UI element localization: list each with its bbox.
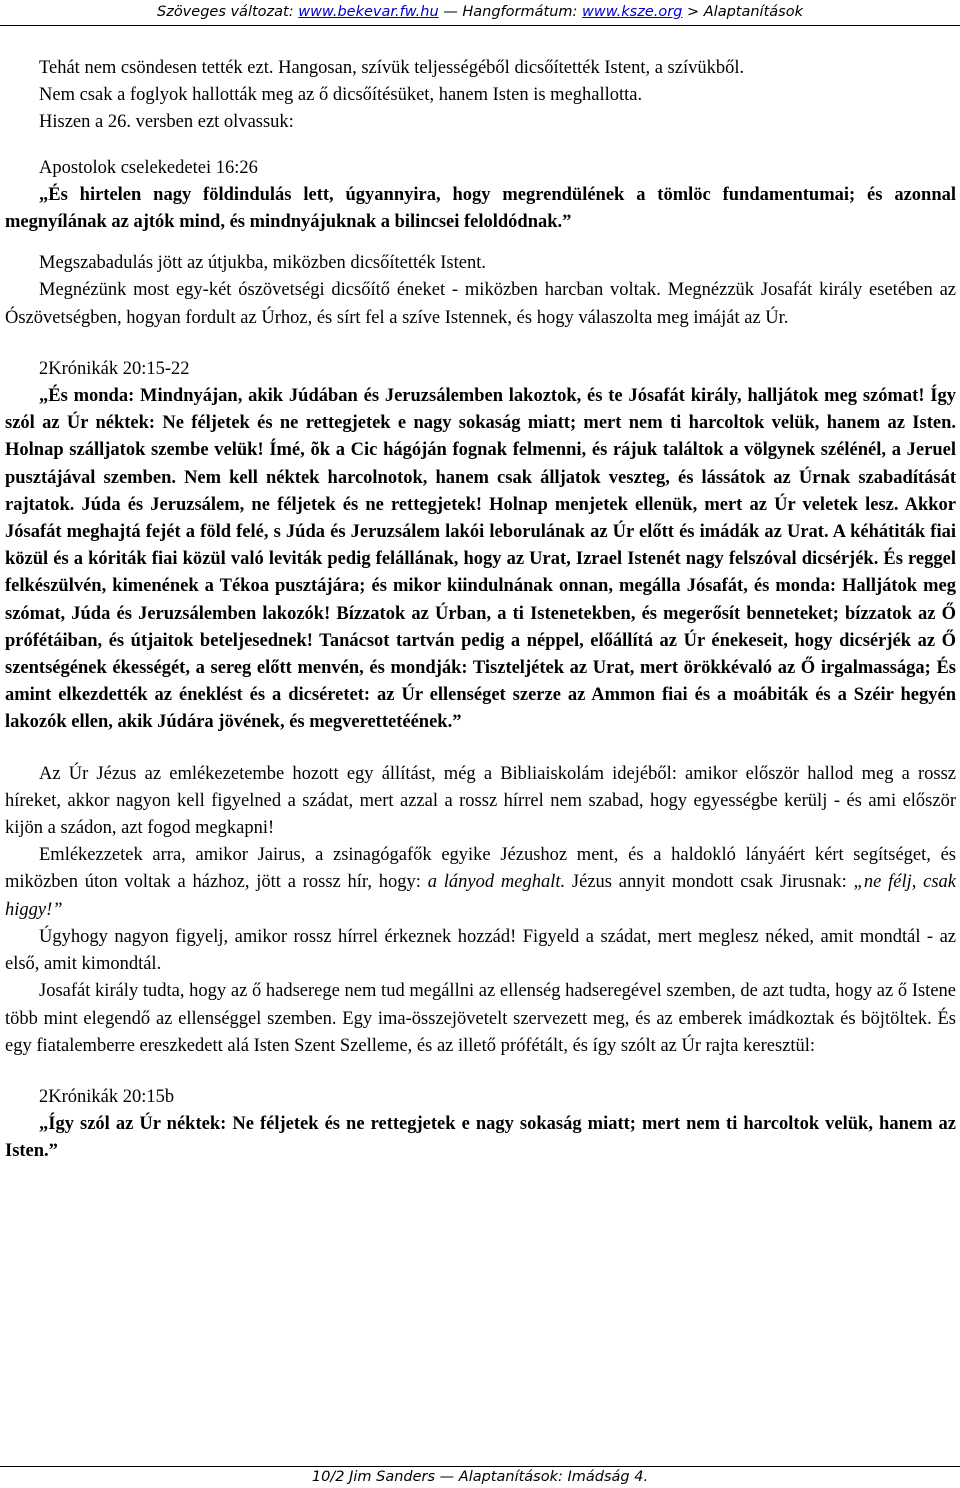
intro-block xyxy=(5,55,956,137)
quote-chronicles: „És monda: Mindnyájan, akik Júdában és Jeruzsálemben lakoztok, és te Jósafát király, halljátok meg szómat! Így szól az Úr néktek: Ne féljetek és ne rettegjetek e nagy sokaság miatt; mert nem ti harcoltok velük, hanem az Isten. Holnap szálljatok szembe velük! Ímé, õk a Cic hágóján fognak felmenni, és rájuk találtok a völgynek szélénél, a Jeruel pusztájával szemben. Nem kell néktek harcolnotok, hanem csak álljatok veszteg, és lássátok az Úrnak szabadítását rajtatok. Júda és Jeruzsálem, ne féljetek és ne rettegjetek! Holnap menjetek ellenük, mert az Úr veletek lesz. Akkor Jósafát meghajtá fejét a föld felé, s Júda és Jeruzsálem lakói leborulának az Úr előtt és imádák az Urat. A kéhátiták fiai közül és a kóriták fiai közül való leviták pedig felállának, hogy az Urat, Izrael Istenét nagy felszóval dicsérjék. És reggel felkészülvén, kimenének a Tékoa pusztájára; és mikor kiindulnának onnan, megálla Jósafát, és monda: Halljátok meg szómat, Júda és Jeruzsálemben lakozók! Bízzatok az Úrban, a ti Istenetekben, és megerősít benneteket; bízzatok az Ő prófétáiban, és útjaitok beteljesednek! Tanácsot tartván pedig a néppel, előállítá az Úr énekeseit, hogy dicsérjék az Ő szentségének ékességét, a sereg előtt menvén, és mondják: Tiszteljétek az Urat, mert örökkévaló az Ő irgalmassága; És amint elkezdették az éneklést és a dicséretet: az Úr ellenséget szerze az Ammon fiai és a moábiták és a Széir hegyén lakozók ellen, akik Júdára jövének, és megverettetéének.” xyxy=(5,386,956,733)
reference-chronicles-b: 2Krónikák 20:15b xyxy=(39,1086,175,1107)
jairus-italic-a: a lányod meghalt. xyxy=(427,872,566,893)
jairus-text-a: Emlékezzetek arra, amikor Jairus, a zsinagógafők egyike Jézushoz ment, és a haldokló lányáért kért segítséget, és miközben úton voltak a házhoz, jött a rossz hír, hogy: xyxy=(5,845,956,893)
page-footer: 10/2 Jim Sanders — Alaptanítások: Imádság 4. xyxy=(311,1469,649,1485)
page-header xyxy=(0,4,960,20)
footer-divider xyxy=(0,1466,960,1467)
paragraph-old-testament: Megnézünk most egy-két ószövetségi dicsőítő éneket - miközben harcban voltak. Megnézzük Josafát király esetében az Ószövetségben, hogyan fordult az Úrhoz, és sírt fel a szíve Istennek, és hogy válaszolta meg imáját az Úr. xyxy=(5,280,956,328)
paragraph-freedom: Megszabadulás jött az útjukba, miközben dicsőítették Istent. xyxy=(39,253,486,274)
ksze-link[interactable]: www.ksze.org xyxy=(582,4,683,20)
paragraph-josafat: Josafát király tudta, hogy az ő hadserege nem tud megállni az ellenség hadseregével szemben, de azt tudta, hogy az ő Istene több mint elegendő az ellenséggel szemben. Egy ima-összejövetelt szervezett meg, és az emberek imádkoztak és böjtöltek. És egy fiatalemberre ereszkedett alá Isten Szent Szelleme, és az illető prófétált, és így szólt az Úr rajta keresztül: xyxy=(5,981,956,1056)
header-suffix: > Alaptanítások xyxy=(682,4,803,20)
quote-acts: „És hirtelen nagy földindulás lett, úgyannyira, hogy megrendülének a tömlöc fundamentumai; és azonnal megnyílának az ajtók mind, és mindnyájuknak a bilincsei feloldódnak.” xyxy=(5,184,956,233)
paragraph-jesus: Az Úr Jézus az emlékezetembe hozott egy állítást, még a Bibliaiskolám idejéből: amikor először hallod meg a rossz híreket, akkor nagyon kell figyelned a szádat, mert azzal a rossz hírrel nem szabad, hogy egyességbe kerülj - és ami először kijön a szádon, azt fogod megkapni! xyxy=(5,763,956,839)
paragraph-careful: Úgyhogy nagyon figyelj, amikor rossz hírrel érkeznek hozzád! Figyeld a szádat, mert meglesz néked, amit mondtál - az első, amit kimondtál. xyxy=(5,926,956,975)
header-divider xyxy=(0,25,960,26)
header-prefix: Szöveges változat: xyxy=(157,4,299,20)
intro-line-1: Tehát nem csöndesen tették ezt. Hangosan, szívük teljességéből dicsőítették Istent, a szívükből. xyxy=(39,58,745,78)
reference-chronicles: 2Krónikák 20:15-22 xyxy=(39,358,190,379)
document-body xyxy=(5,55,956,1166)
jairus-italic-b: „ne félj, csak higgy!” xyxy=(5,872,957,920)
intro-line-2: Nem csak a foglyok hallották meg az ő dicsőítésüket, hanem Isten is meghallotta. xyxy=(39,85,643,106)
quote-chronicles-b: „Így szól az Úr néktek: Ne féljetek és ne rettegjetek e nagy sokaság miatt; mert nem ti harcoltok velük, hanem az Isten.” xyxy=(5,1114,956,1162)
bekevar-link[interactable]: www.bekevar.fw.hu xyxy=(298,4,439,20)
paragraph-jairus xyxy=(5,842,956,924)
intro-line-3: Hiszen a 26. versben ezt olvassuk: xyxy=(39,112,294,133)
reference-acts: Apostolok cselekedetei 16:26 xyxy=(39,157,258,178)
jairus-text-b: Jézus annyit mondott csak Jirusnak: xyxy=(565,872,854,893)
header-middle: — Hangformátum: xyxy=(438,4,582,20)
